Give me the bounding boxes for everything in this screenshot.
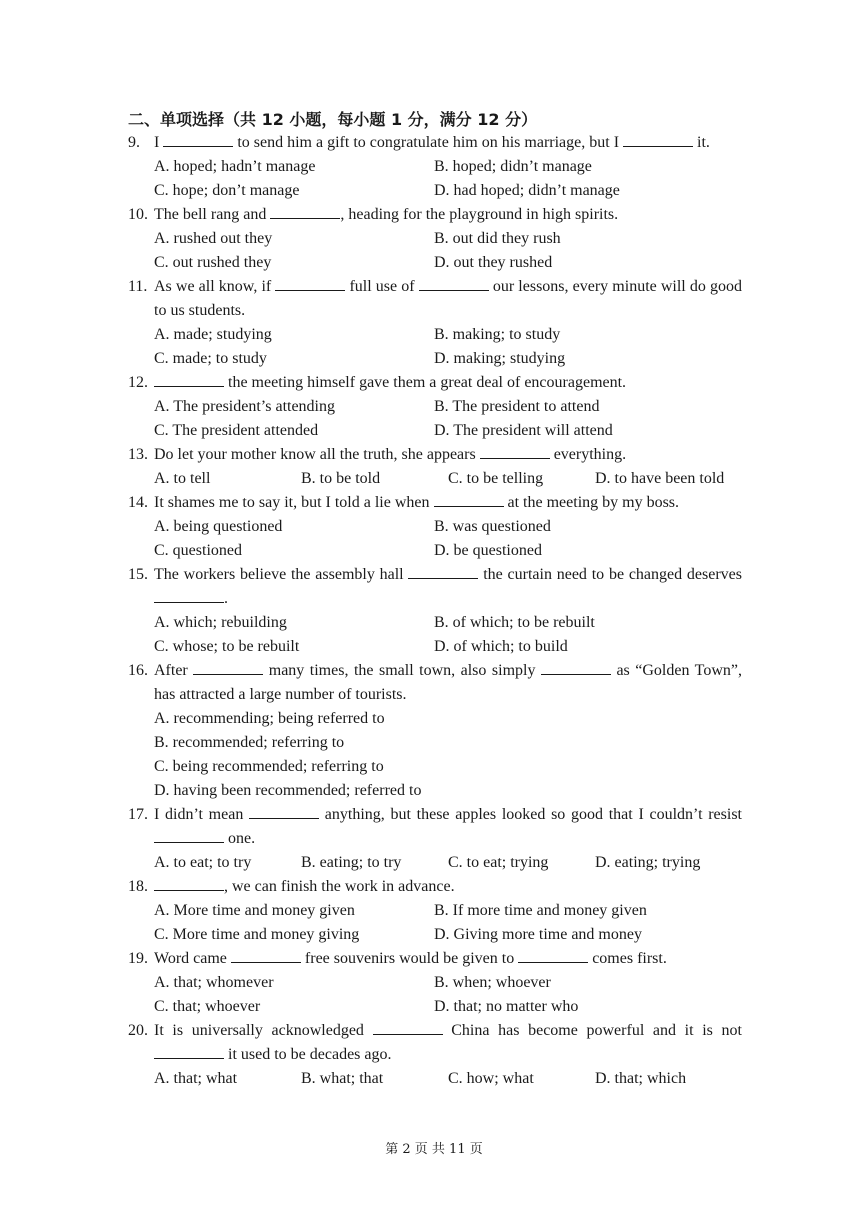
option-row	[154, 611, 742, 635]
question-stem	[128, 203, 742, 227]
option-c: C. being recommended; referring to	[154, 758, 384, 775]
option-row	[154, 227, 742, 251]
stem-text: one.	[224, 830, 256, 847]
stem-text: our lessons, every minute will do good to us students.	[154, 278, 743, 319]
option-b: B. The president to attend	[434, 398, 600, 415]
option-a: A. that; whomever	[154, 974, 274, 991]
option-a: A. rushed out they	[154, 230, 273, 247]
option-a: A. being questioned	[154, 518, 283, 535]
option-b: B. out did they rush	[434, 230, 561, 247]
option-row	[154, 539, 742, 563]
option-c: C. The president attended	[154, 422, 319, 439]
answer-blank	[163, 132, 233, 147]
question-17	[128, 803, 742, 875]
stem-text: comes first.	[588, 950, 667, 967]
stem-text: free souvenirs would be given to	[300, 950, 519, 967]
option-c: C. to be telling	[448, 470, 544, 487]
question-number: 11.	[128, 278, 148, 295]
option-b: B. what; that	[301, 1070, 384, 1087]
answer-blank	[373, 1020, 443, 1035]
option-d: D. that; no matter who	[434, 998, 579, 1015]
answer-options	[128, 515, 742, 563]
option-a: A. to eat; to try	[154, 854, 252, 871]
stem-text: many times, the small town, also simply	[263, 662, 541, 679]
option-column	[154, 707, 742, 803]
option-c: C. questioned	[154, 542, 242, 559]
option-row	[154, 899, 742, 923]
answer-blank	[275, 276, 345, 291]
option-b: B. to be told	[301, 470, 381, 487]
answer-blank	[249, 804, 319, 819]
option-a: A. The president’s attending	[154, 398, 335, 415]
question-13	[128, 443, 742, 491]
answer-options	[128, 851, 742, 875]
stem-text: It shames me to say it, but I told a lie when	[154, 494, 434, 511]
option-c: C. hope; don’t manage	[154, 182, 300, 199]
answer-options	[128, 971, 742, 1019]
answer-blank	[419, 276, 489, 291]
answer-options	[128, 1067, 742, 1091]
option-row	[154, 467, 742, 491]
option-c: C. that; whoever	[154, 998, 261, 1015]
option-a: A. which; rebuilding	[154, 614, 287, 631]
option-d: D. out they rushed	[434, 254, 553, 271]
answer-blank	[154, 588, 224, 603]
option-a: A. More time and money given	[154, 902, 355, 919]
answer-blank	[231, 948, 301, 963]
question-9	[128, 131, 742, 203]
answer-blank	[623, 132, 693, 147]
option-c: C. out rushed they	[154, 254, 272, 271]
stem-text: I didn’t mean	[154, 806, 250, 823]
option-c: C. More time and money giving	[154, 926, 360, 943]
option-c: C. made; to study	[154, 350, 267, 367]
stem-text: , heading for the playground in high spirits.	[340, 206, 619, 223]
option-b: B. was questioned	[434, 518, 551, 535]
question-stem	[128, 131, 742, 155]
question-16	[128, 659, 742, 803]
question-20	[128, 1019, 742, 1091]
question-list	[128, 131, 742, 1091]
stem-text: to send him a gift to congratulate him on his marriage, but I	[233, 134, 624, 151]
option-a: A. that; what	[154, 1070, 238, 1087]
option-d: D. that; which	[595, 1070, 687, 1087]
option-d: D. eating; trying	[595, 854, 701, 871]
option-row	[154, 251, 742, 275]
stem-text: the curtain need to be changed deserves	[478, 566, 743, 583]
option-a: A. hoped; hadn’t manage	[154, 158, 316, 175]
answer-blank	[434, 492, 504, 507]
stem-text: Do let your mother know all the truth, she appears	[154, 446, 480, 463]
option-b: B. eating; to try	[301, 854, 402, 871]
question-19	[128, 947, 742, 1019]
option-c: C. whose; to be rebuilt	[154, 638, 300, 655]
option-row	[154, 923, 742, 947]
question-stem	[128, 371, 742, 395]
option-b: B. making; to study	[434, 326, 561, 343]
stem-text: , we can finish the work in advance.	[224, 878, 455, 895]
stem-text: .	[224, 590, 228, 607]
answer-blank	[270, 204, 340, 219]
option-row	[154, 395, 742, 419]
answer-blank	[154, 372, 224, 387]
answer-blank	[154, 828, 224, 843]
answer-blank	[154, 1044, 224, 1059]
stem-text: China has become powerful and it is not	[442, 1022, 742, 1039]
stem-text: at the meeting by my boss.	[503, 494, 680, 511]
answer-options	[128, 323, 742, 371]
question-14	[128, 491, 742, 563]
option-row	[154, 1067, 742, 1091]
question-stem	[128, 1019, 742, 1067]
option-row	[154, 971, 742, 995]
option-row	[154, 515, 742, 539]
option-d: D. making; studying	[434, 350, 566, 367]
option-row	[154, 851, 742, 875]
question-number: 13.	[128, 446, 148, 463]
stem-text: the meeting himself gave them a great deal of encouragement.	[224, 374, 627, 391]
option-a: A. made; studying	[154, 326, 272, 343]
stem-text: It is universally acknowledged	[154, 1022, 373, 1039]
stem-text: it used to be decades ago.	[224, 1046, 392, 1063]
answer-options	[128, 155, 742, 203]
page-footer: 第 2 页 共 11 页	[385, 1142, 483, 1157]
option-d: D. Giving more time and money	[434, 926, 642, 943]
question-stem	[128, 803, 742, 851]
question-number: 16.	[128, 662, 148, 679]
answer-blank	[480, 444, 550, 459]
option-d: D. of which; to build	[434, 638, 568, 655]
question-number: 19.	[128, 950, 148, 967]
option-b: B. of which; to be rebuilt	[434, 614, 595, 631]
answer-options	[128, 467, 742, 491]
answer-blank	[408, 564, 478, 579]
stem-text: The workers believe the assembly hall	[154, 566, 409, 583]
option-row	[154, 995, 742, 1019]
option-d: D. had hoped; didn’t manage	[434, 182, 620, 199]
option-row	[154, 635, 742, 659]
section-title: 二、单项选择（共 12 小题，每小题 1 分，满分 12 分）	[128, 110, 538, 129]
question-stem	[128, 491, 742, 515]
option-d: D. having been recommended; referred to	[154, 782, 422, 799]
answer-blank	[518, 948, 588, 963]
option-d: D. be questioned	[434, 542, 542, 559]
option-b: B. If more time and money given	[434, 902, 647, 919]
question-number: 17.	[128, 806, 148, 823]
option-b: B. hoped; didn’t manage	[434, 158, 592, 175]
answer-blank	[541, 660, 611, 675]
stem-text: as “Golden Town”, has attracted a large number of tourists.	[154, 662, 742, 703]
stem-text: it.	[693, 134, 710, 151]
question-stem	[128, 563, 742, 611]
stem-text: anything, but these apples looked so good that I couldn’t resist	[319, 806, 743, 823]
question-11	[128, 275, 742, 371]
answer-options	[128, 707, 742, 803]
answer-blank	[154, 876, 224, 891]
answer-options	[128, 899, 742, 947]
question-number: 9.	[128, 134, 140, 151]
question-number: 20.	[128, 1022, 148, 1039]
option-c: C. how; what	[448, 1070, 534, 1087]
option-row	[154, 419, 742, 443]
question-stem	[128, 947, 742, 971]
question-10	[128, 203, 742, 275]
option-row	[154, 155, 742, 179]
question-number: 10.	[128, 206, 148, 223]
question-number: 12.	[128, 374, 148, 391]
question-stem	[128, 443, 742, 467]
question-stem	[128, 875, 742, 899]
option-row	[154, 323, 742, 347]
question-number: 18.	[128, 878, 148, 895]
question-15	[128, 563, 742, 659]
stem-text: As we all know, if	[154, 278, 276, 295]
answer-options	[128, 611, 742, 659]
option-a: A. recommending; being referred to	[154, 710, 385, 727]
answer-blank	[193, 660, 263, 675]
question-12	[128, 371, 742, 443]
option-b: B. when; whoever	[434, 974, 551, 991]
stem-text: I	[154, 134, 164, 151]
option-a: A. to tell	[154, 470, 211, 487]
stem-text: full use of	[345, 278, 419, 295]
option-row	[154, 347, 742, 371]
option-c: C. to eat; trying	[448, 854, 549, 871]
answer-options	[128, 227, 742, 275]
option-b: B. recommended; referring to	[154, 734, 345, 751]
option-d: D. The president will attend	[434, 422, 613, 439]
stem-text: After	[154, 662, 194, 679]
stem-text: The bell rang and	[154, 206, 271, 223]
question-18	[128, 875, 742, 947]
question-number: 14.	[128, 494, 148, 511]
stem-text: Word came	[154, 950, 231, 967]
question-stem	[128, 275, 742, 323]
option-row	[154, 179, 742, 203]
option-d: D. to have been told	[595, 470, 725, 487]
answer-options	[128, 395, 742, 443]
question-number: 15.	[128, 566, 148, 583]
stem-text: everything.	[549, 446, 627, 463]
question-stem	[128, 659, 742, 707]
